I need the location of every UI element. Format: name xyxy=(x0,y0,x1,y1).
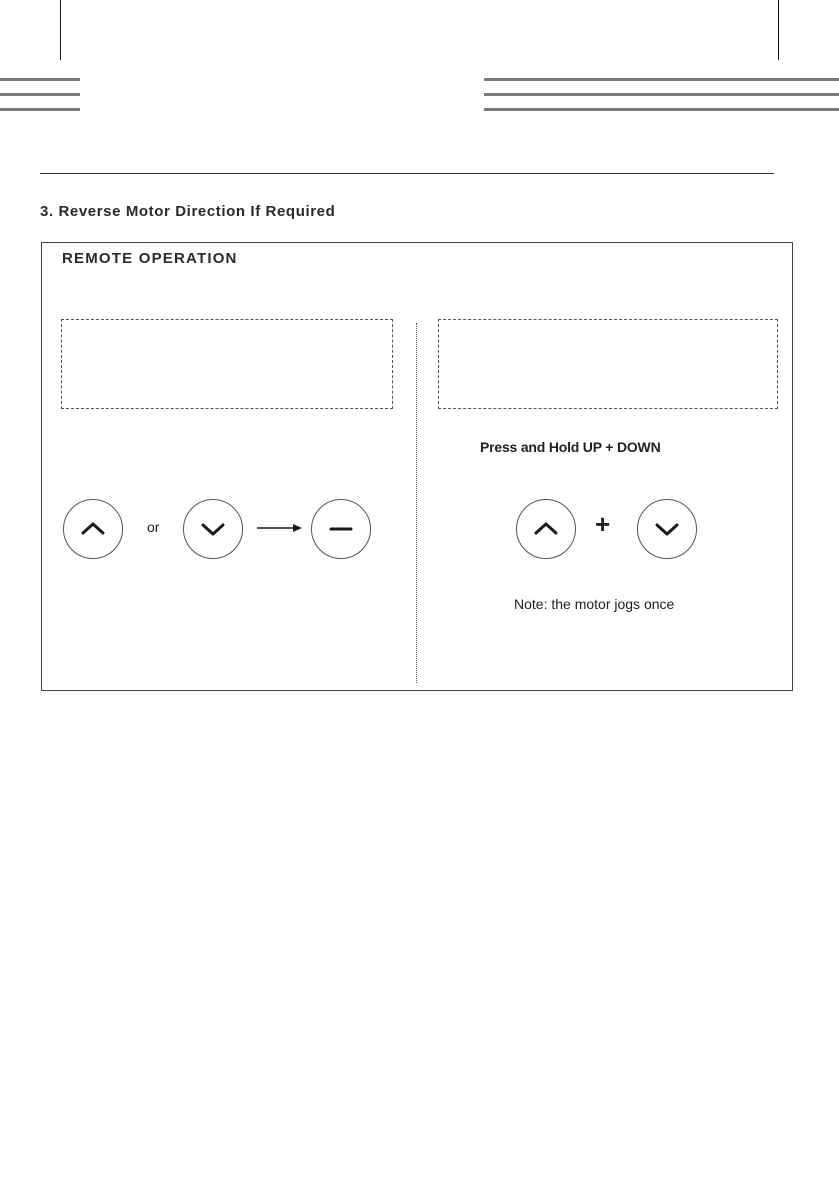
minus-icon xyxy=(312,500,370,558)
header-rule-left-3 xyxy=(0,108,80,111)
right-arrow-icon xyxy=(257,523,302,533)
up-button[interactable] xyxy=(63,499,123,559)
crop-mark-left xyxy=(60,0,61,60)
chevron-down-icon xyxy=(638,500,696,558)
crop-mark-right xyxy=(778,0,779,60)
stop-button[interactable] xyxy=(311,499,371,559)
plus-sign: + xyxy=(595,509,611,539)
or-label: or xyxy=(147,519,160,535)
header-rule-right-2 xyxy=(484,93,839,96)
press-hold-instruction: Press and Hold UP + DOWN xyxy=(480,439,661,455)
down-button[interactable] xyxy=(183,499,243,559)
section-divider xyxy=(40,173,774,174)
motor-jog-note: Note: the motor jogs once xyxy=(514,596,675,612)
up-button-right[interactable] xyxy=(516,499,576,559)
panel-title: REMOTE OPERATION xyxy=(62,250,238,267)
remote-operation-panel xyxy=(41,242,793,691)
column-divider xyxy=(416,323,417,683)
header-rule-left-1 xyxy=(0,78,80,81)
down-button-right[interactable] xyxy=(637,499,697,559)
chevron-down-icon xyxy=(184,500,242,558)
chevron-up-icon xyxy=(517,500,575,558)
left-instruction-box xyxy=(61,319,393,409)
header-rule-left-2 xyxy=(0,93,80,96)
section-heading: 3. Reverse Motor Direction If Required xyxy=(40,203,336,220)
header-rule-right-1 xyxy=(484,78,839,81)
chevron-up-icon xyxy=(64,500,122,558)
header-rule-right-3 xyxy=(484,108,839,111)
right-instruction-box xyxy=(438,319,778,409)
